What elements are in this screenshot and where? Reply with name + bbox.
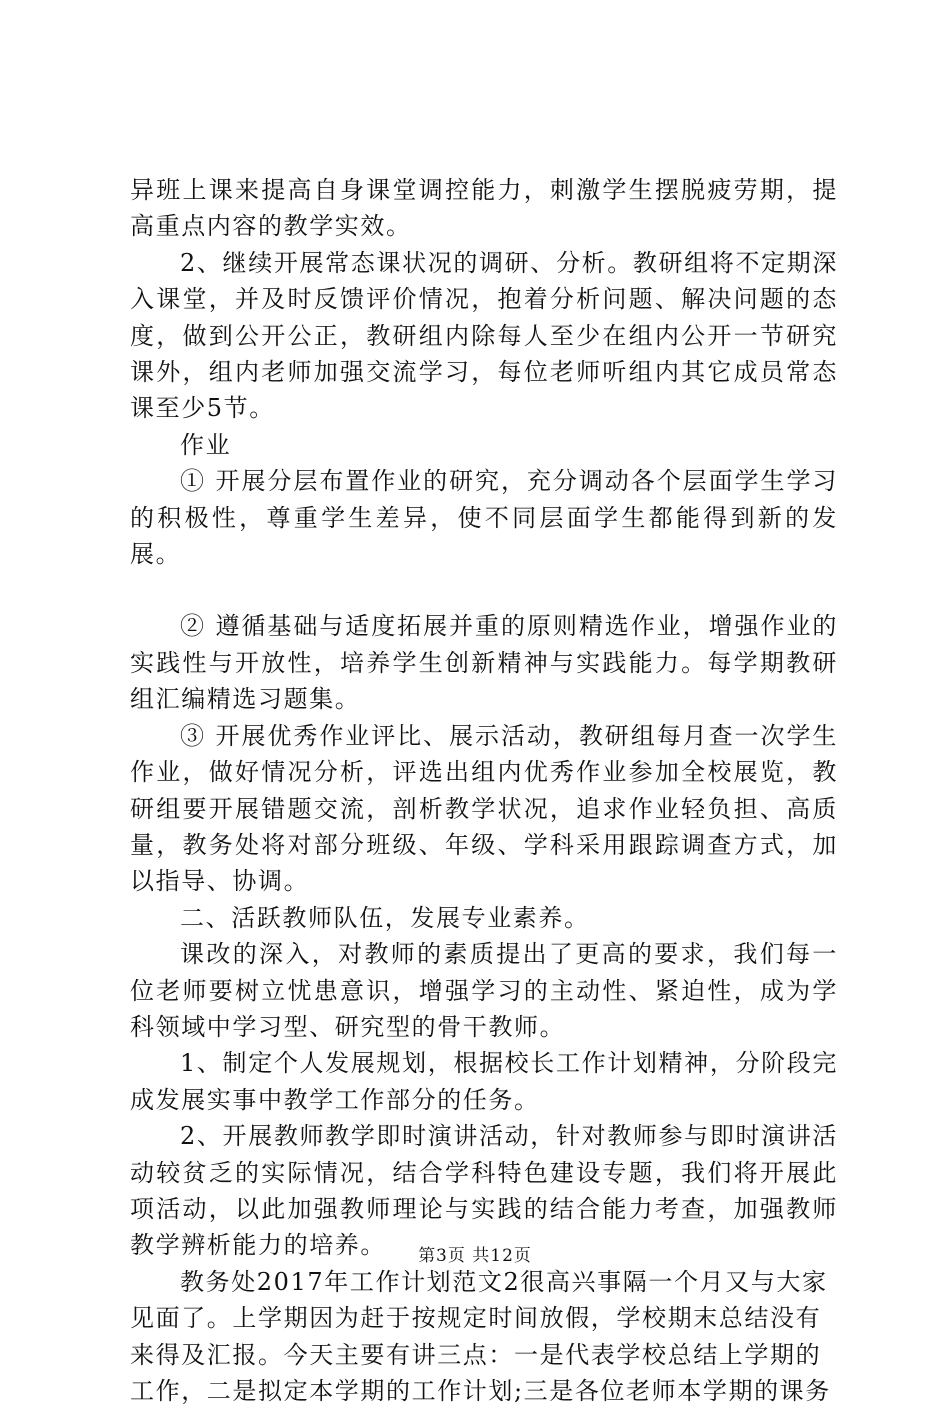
document-body [130,172,838,1409]
paragraph-spacer [130,572,838,608]
paragraph: ① 开展分层布置作业的研究，充分调动各个层面学生学习的积极性，尊重学生差异，使不同层面学生都能得到新的发展。 [130,467,838,569]
paragraph: 1、制定个人发展规划，根据校长工作计划精神，分阶段完成发展实事中教学工作部分的任务。 [130,1049,838,1114]
paragraph: 异班上课来提高自身课堂调控能力，刺激学生摆脱疲劳期，提高重点内容的教学实效。 [130,176,838,241]
paragraph: 教务处2017年工作计划范文2很高兴事隔一个月又与大家见面了。上学期因为赶于按规定时间放假，学校期末总结没有来得及汇报。今天主要有讲三点：一是代表学校总结上学期的工作，二是拟定本学期的工作计划;三是各位老师本学期的课务 [130,1267,831,1405]
paragraph: 2、开展教师教学即时演讲活动，针对教师参与即时演讲活动较贫乏的实际情况，结合学科特色建设专题，我们将开展此项活动，以此加强教师理论与实践的结合能力考查，加强教师教学辨析能力的培养。 [130,1122,838,1260]
paragraph: ② 遵循基础与适度拓展并重的原则精选作业，增强作业的实践性与开放性，培养学生创新精神与实践能力。每学期教研组汇编精选习题集。 [130,612,838,714]
paragraph: ③ 开展优秀作业评比、展示活动，教研组每月查一次学生作业，做好情况分析，评选出组内优秀作业参加全校展览，教研组要开展错题交流，剖析教学状况，追求作业轻负担、高质量，教务处将对部分班级、年级、学科采用跟踪调查方式，加以指导、协调。 [130,721,838,896]
paragraph: 2、继续开展常态课状况的调研、分析。教研组将不定期深入课堂，并及时反馈评价情况，抱着分析问题、解决问题的态度，做到公开公正，教研组内除每人至少在组内公开一节研究课外，组内老师加强交流学习，每位老师听组内其它成员常态课至少5节。 [130,248,838,423]
page-number-footer: 第3页 共12页 [418,1246,532,1266]
section-heading: 二、活跃教师队伍，发展专业素养。 [180,903,590,932]
paragraph: 课改的深入，对教师的素质提出了更高的要求，我们每一位老师要树立忧患意识，增强学习的主动性、紧迫性，成为学科领域中学习型、研究型的骨干教师。 [130,940,838,1041]
section-heading: 作业 [180,430,232,459]
